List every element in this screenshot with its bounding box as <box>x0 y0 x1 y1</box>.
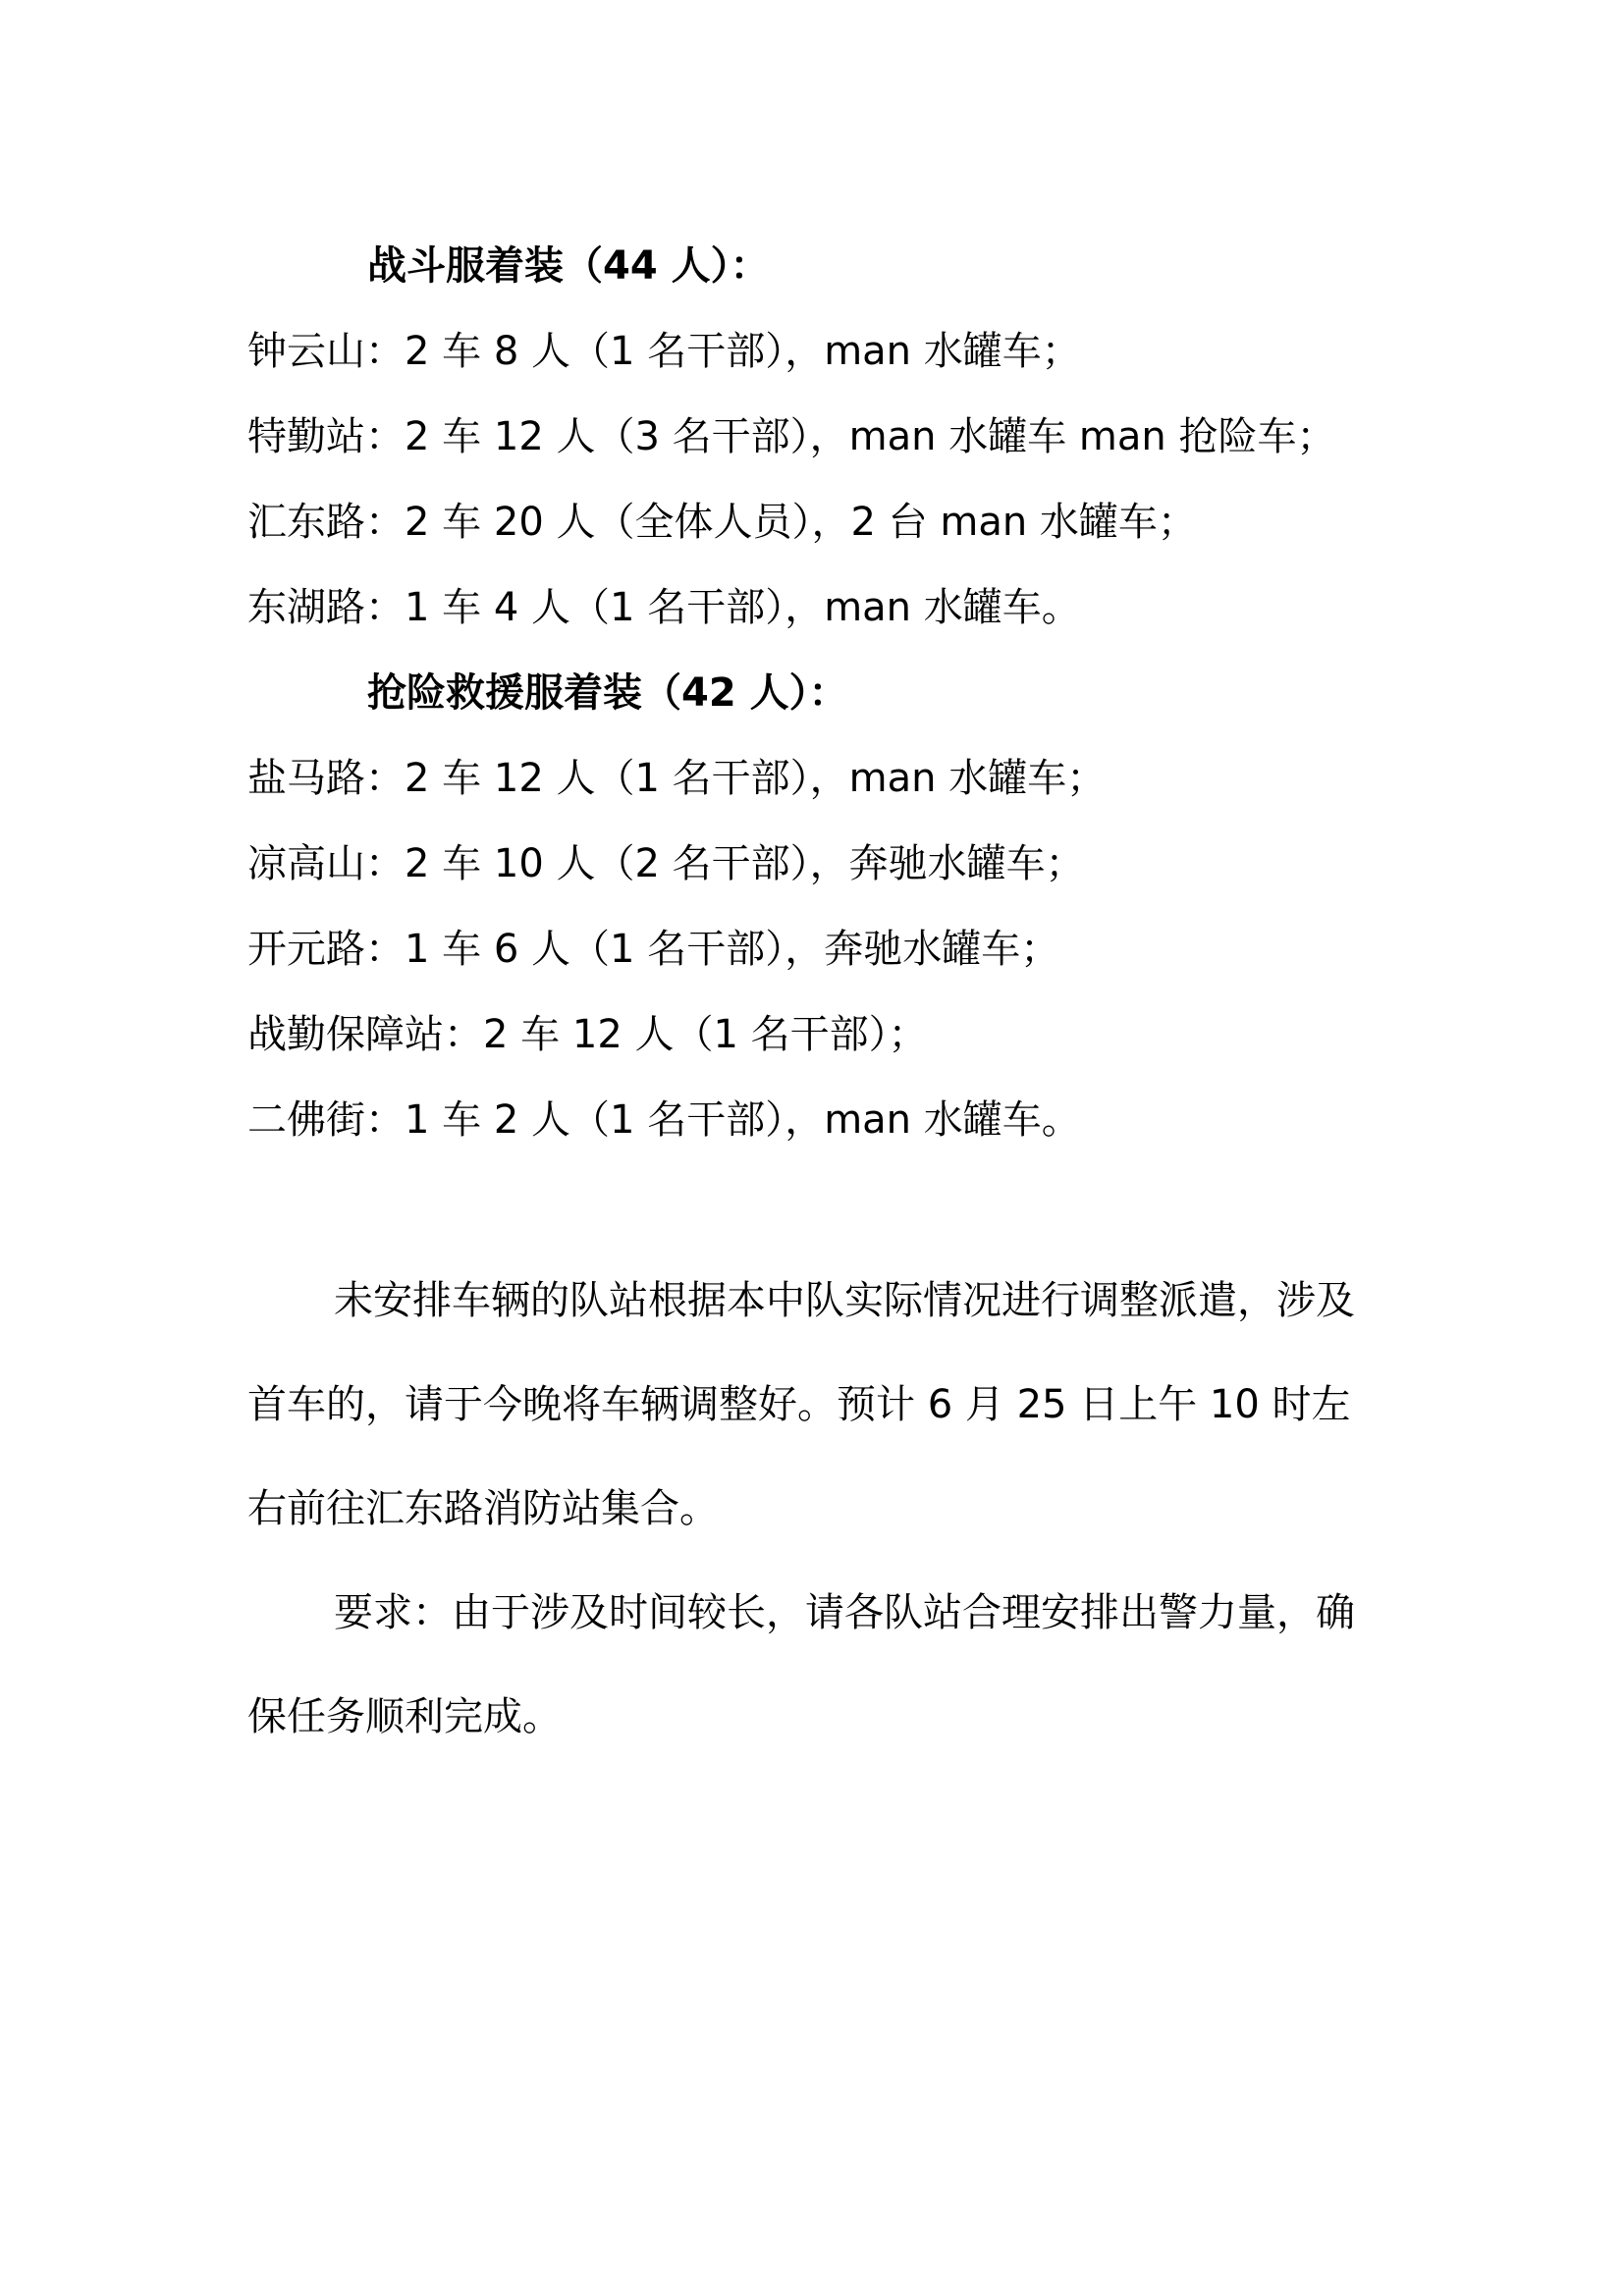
document-content <box>247 224 1377 1769</box>
combat-uniform-heading: 战斗服着装（44 人）： <box>367 243 770 289</box>
station-line-donghulu: 东湖路：1 车 4 人（1 名干部），man 水罐车。 <box>247 585 1081 630</box>
rescue-uniform-heading: 抢险救援服着装（42 人）： <box>367 670 848 716</box>
rescue-station-list <box>247 736 1377 1163</box>
station-line-lianggaoshan: 凉高山：2 车 10 人（2 名干部），奔驰水罐车； <box>247 841 1085 886</box>
station-line-zhongyunshan: 钟云山：2 车 8 人（1 名干部），man 水罐车； <box>247 329 1081 374</box>
requirements-paragraph: 要求：由于涉及时间较长，请各队站合理安排出警力量，确保任务顺利完成。 <box>247 1590 1355 1739</box>
paragraph-spacer <box>247 1163 1377 1249</box>
rescue-uniform-section <box>247 651 1377 1163</box>
station-line-huidonglu: 汇东路：2 车 20 人（全体人员），2 台 man 水罐车； <box>247 500 1197 545</box>
station-line-teqinzhan: 特勤站：2 车 12 人（3 名干部），man 水罐车 man 抢险车； <box>247 414 1336 459</box>
station-line-kaiyuanlu: 开元路：1 车 6 人（1 名干部），奔驰水罐车； <box>247 927 1060 972</box>
station-line-erfojie: 二佛街：1 车 2 人（1 名干部），man 水罐车。 <box>247 1097 1081 1143</box>
combat-station-list <box>247 309 1377 651</box>
dispatch-adjustment-paragraph: 未安排车辆的队站根据本中队实际情况进行调整派遣，涉及首车的，请于今晚将车辆调整好。预计 6 月 25 日上午 10 时左右前往汇东路消防站集合。 <box>247 1278 1355 1531</box>
station-line-yanmalu: 盐马路：2 车 12 人（1 名干部），man 水罐车； <box>247 756 1107 801</box>
station-line-zhanqin-baozhang: 战勤保障站：2 车 12 人（1 名干部）； <box>247 1012 928 1057</box>
combat-uniform-section <box>247 224 1377 651</box>
